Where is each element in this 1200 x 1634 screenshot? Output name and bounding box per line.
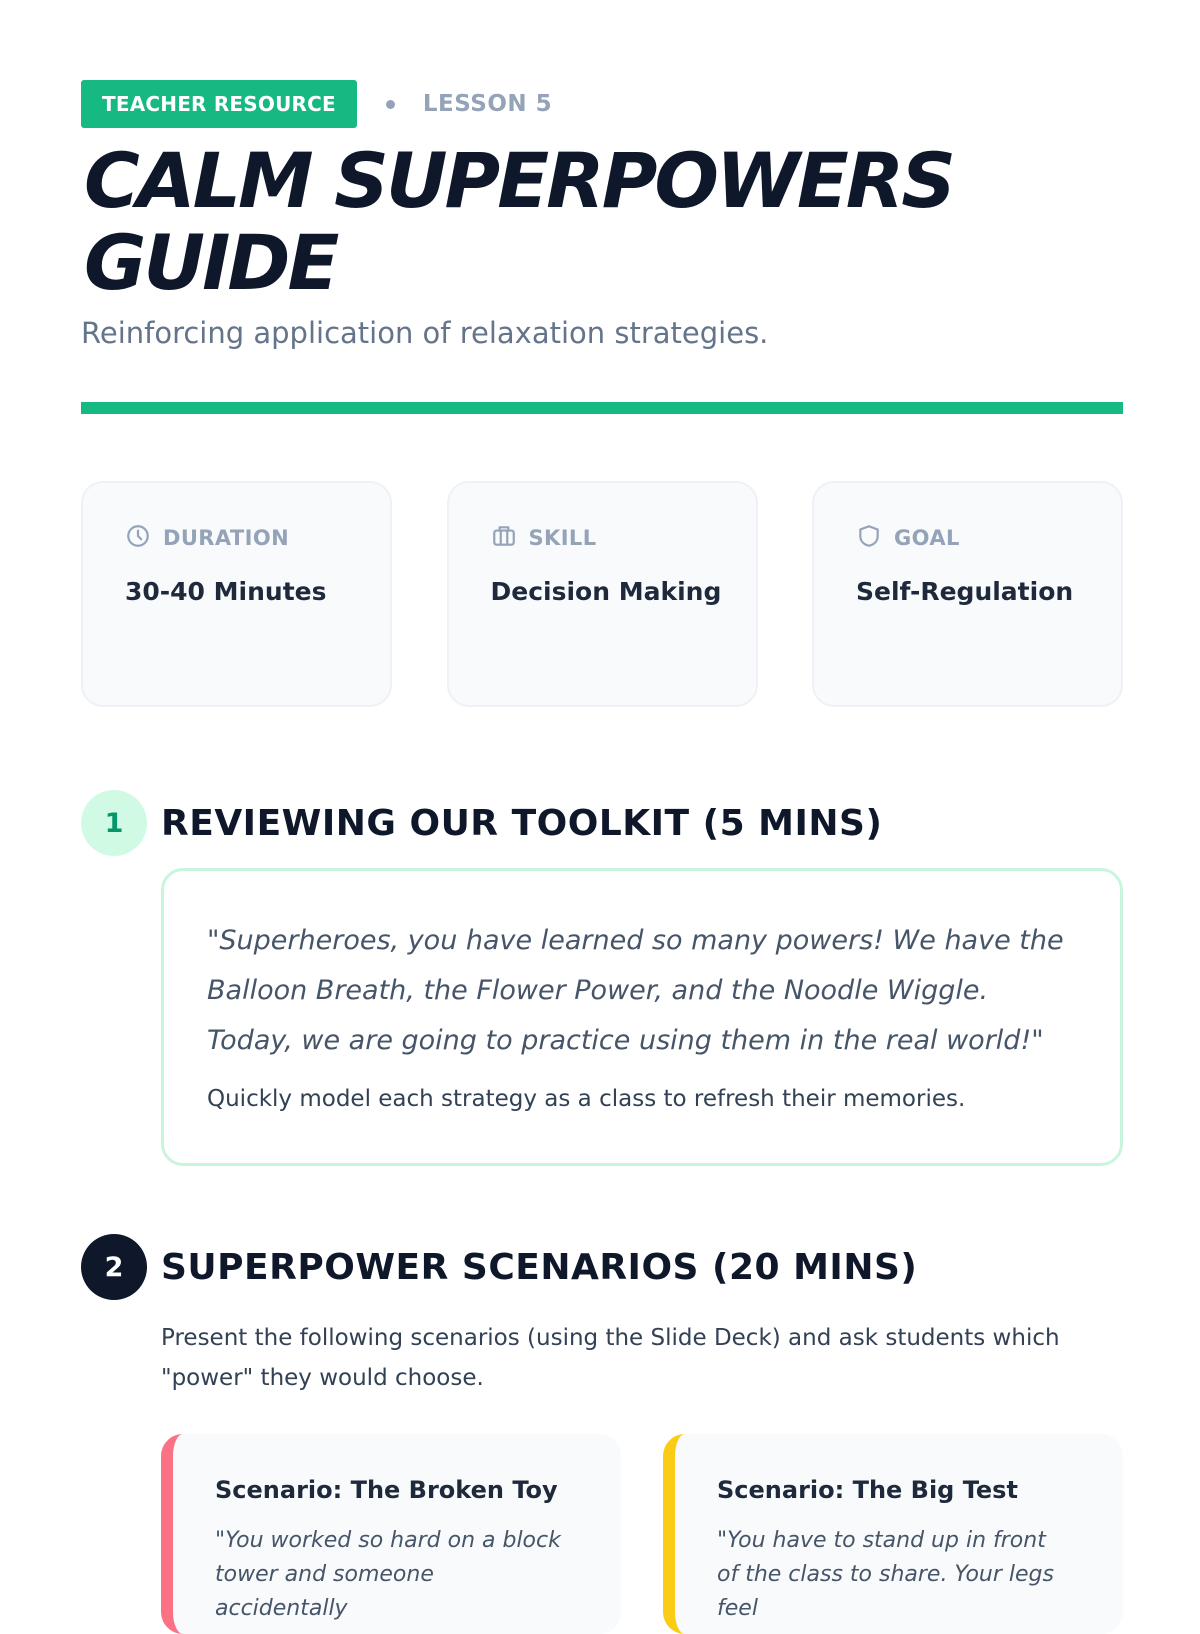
page-title: CALM SUPERPOWERS GUIDE bbox=[84, 136, 954, 307]
duration-card bbox=[81, 481, 392, 707]
section-1-title: REVIEWING OUR TOOLKIT (5 MINS) bbox=[161, 802, 883, 844]
duration-value: 30-40 Minutes bbox=[125, 577, 327, 606]
separator-dot bbox=[386, 100, 395, 109]
scenario-text: "You have to stand up in front of the class to share. Your legs feel bbox=[717, 1528, 1054, 1621]
clock-icon bbox=[125, 523, 151, 553]
resource-badge: TEACHER RESOURCE bbox=[81, 80, 357, 128]
header-divider bbox=[81, 402, 1123, 414]
briefcase-icon bbox=[491, 523, 517, 553]
teacher-script-quote: "Superheroes, you have learned so many powers! We have the Balloon Breath, the Flower Power, and the Noodle Wiggle. Today, we are going to practice using them in the real world!" bbox=[207, 925, 1064, 1056]
section-1-number: 1 bbox=[81, 790, 147, 856]
toolkit-quote-box bbox=[161, 868, 1123, 1166]
scenario-text: "You worked so hard on a block tower and someone accidentally bbox=[215, 1528, 561, 1621]
goal-value: Self-Regulation bbox=[856, 577, 1074, 606]
duration-label: DURATION bbox=[163, 526, 290, 550]
scenario-card-big-test bbox=[663, 1434, 1123, 1634]
scenario-card-broken-toy bbox=[161, 1434, 621, 1634]
skill-label: SKILL bbox=[528, 526, 597, 550]
skill-value: Decision Making bbox=[490, 577, 722, 606]
skill-card bbox=[447, 481, 758, 707]
page-subtitle: Reinforcing application of relaxation strategies. bbox=[81, 316, 769, 350]
goal-card bbox=[812, 481, 1123, 707]
scenario-cards bbox=[161, 1434, 1123, 1634]
scenario-title: Scenario: The Big Test bbox=[717, 1476, 1018, 1504]
shield-icon bbox=[856, 523, 882, 553]
info-cards bbox=[81, 481, 1123, 707]
teacher-note: Quickly model each strategy as a class to refresh their memories. bbox=[207, 1086, 966, 1112]
lesson-label: LESSON 5 bbox=[422, 91, 553, 117]
section-2-number: 2 bbox=[81, 1234, 147, 1300]
section-2-header bbox=[81, 1234, 917, 1300]
goal-label: GOAL bbox=[894, 526, 960, 550]
section-2-title: SUPERPOWER SCENARIOS (20 MINS) bbox=[161, 1246, 918, 1288]
scenarios-intro: Present the following scenarios (using the Slide Deck) and ask students which "power" they would choose. bbox=[161, 1325, 1060, 1391]
section-1-header bbox=[81, 790, 882, 856]
scenario-title: Scenario: The Broken Toy bbox=[215, 1476, 558, 1504]
header-meta bbox=[81, 80, 552, 128]
